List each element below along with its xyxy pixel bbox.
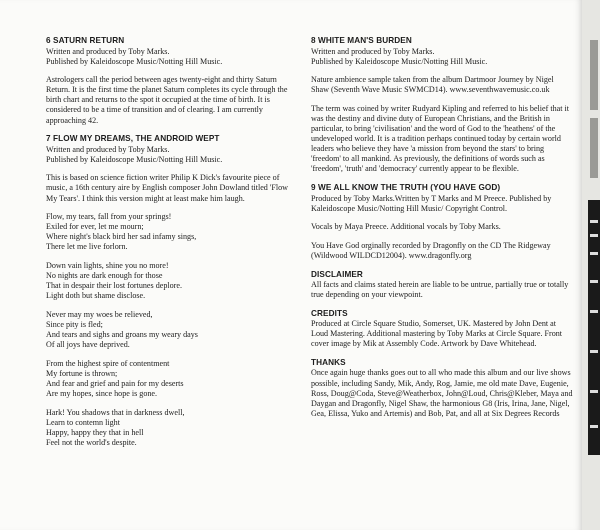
credits-section [311,309,573,350]
track-8-notes: The term was coined by writer Rudyard Kipling and referred to his belief that it was the destiny and divine duty of European Christians, and the British in particular, to bring 'civilisation' and the word of God to the 'heathens' of the undeveloped world. It is a tradition perhaps continued today by certain world leaders who believe they have 'a mission from beyond the stars' to bring 'freedom' to all mankind. As previously, the definitions of words such as 'freedom', 'truth' and 'democracy' currently appear to be flexible. [311,103,570,174]
disclaimer-section [311,270,573,301]
track-7-notes: This is based on science fiction writer Philip K Dick's favourite piece of music, a 16th century aire by English composer John Dowland titled 'Flow My Tears'. I think this version might at least make him laugh. [46,173,288,203]
credits-text: Produced at Circle Square Studio, Somerset, UK. Mastered by John Dent at Loud Mastering. Additional mastering by Toby Marks at Circle Square. Front cover image by Mik at Assembly Code. Artwork by Dave Whitehead. [311,319,563,349]
lyrics-line: Feel not the world's despite. [46,437,137,447]
track-7-credit-written: Written and produced by Toby Marks. [46,144,170,154]
lyrics-line: Down vain lights, shine you no more! [46,261,169,270]
lyrics-line: Learn to contemn light [46,417,120,427]
lyrics-line: From the highest spire of contentment [46,358,170,368]
track-7-section [46,134,293,448]
lyrics-line: Hark! You shadows that in darkness dwell, [46,407,185,417]
lyrics-line: Since pity is fled; [46,319,103,329]
lyrics-line: There let me live forlorn. [46,242,128,252]
thanks-title: THANKS [311,357,346,367]
lyrics-line: Flow, my tears, fall from your springs! [46,212,172,222]
lyrics-line: Exiled for ever, let me mourn; [46,222,144,232]
right-column [311,36,573,427]
edge-spine-strip [588,200,600,455]
lyrics-verses [46,212,293,448]
lyrics-line: Never may my woes be relieved, [46,309,153,319]
lyrics-verse [46,359,293,399]
credits-title: CREDITS [311,308,348,318]
lyrics-line: Are my hopes, since hope is gone. [46,389,158,399]
lyrics-line: No nights are dark enough for those [46,271,163,281]
track-9-title: 9 WE ALL KNOW THE TRUTH (YOU HAVE GOD) [311,183,501,193]
track-8-title: 8 WHITE MAN'S BURDEN [311,36,412,45]
track-9-original: You Have God orginally recorded by Dragonfly on the CD The Ridgeway (Wildwood WILDCD12004). www.dragonfly.org [311,240,551,260]
track-8-credit-written: Written and produced by Toby Marks. [311,46,435,56]
disclaimer-title: DISCLAIMER [311,269,363,279]
edge-print-mark-top [590,40,598,110]
track-9-section [311,183,573,261]
lyrics-line: Happy, happy they that in hell [46,427,144,437]
left-column [46,36,293,457]
track-6-title: 6 SATURN RETURN [46,36,125,45]
track-8-credit-published: Published by Kaleidoscope Music/Notting Hill Music. [311,56,488,66]
lyrics-line: My fortune is thrown; [46,368,118,378]
track-6-credit-published: Published by Kaleidoscope Music/Notting Hill Music. [46,56,223,66]
lyrics-line: Light doth but shame disclose. [46,291,146,301]
lyrics-line: Of all joys have deprived. [46,340,130,350]
edge-print-mark-mid [590,118,598,178]
track-9-credit: Produced by Toby Marks.Written by T Marks and M Preece. Published by Kaleidoscope Music/Notting Hill Music/ Copyright Control. [311,193,552,213]
disclaimer-text: All facts and claims stated herein are liable to be untrue, partially true or totally true depending on your viewpoint. [311,280,569,300]
track-7-title: 7 FLOW MY DREAMS, THE ANDROID WEPT [46,134,220,144]
track-9-vocals: Vocals by Maya Preece. Additional vocals by Toby Marks. [311,222,501,232]
lyrics-verse [46,310,293,350]
track-8-section [311,36,573,175]
track-8-sample-note: Nature ambience sample taken from the album Dartmoor Journey by Nigel Shaw (Seventh Wave Music SWMCD14). www.seventhwavemusic.co.uk [311,75,554,95]
lyrics-verse [46,408,293,448]
lyrics-line: And fear and grief and pain for my deserts [46,378,184,388]
track-6-credit-written: Written and produced by Toby Marks. [46,46,170,56]
track-6-section [46,36,293,126]
thanks-section [311,358,573,419]
thanks-text: Once again huge thanks goes out to all who made this album and our live shows possible, including Sandy, Mik, Andy, Rog, Jamie, me old mate Dave, Eugenie, Ross, Doug@Coda, Steve@Weatherbox, John@Loud, Chris@Kleber, Maya and Daygan and Dragonfly, Nigel Shaw, the harmonious G8 (Iris, Irina, Jane, Nigel, Gea, Elissa, Yuko and Artemis) and Bob, Pat, and all at Six Degrees Records [311,368,573,418]
track-7-credit-published: Published by Kaleidoscope Music/Notting Hill Music. [46,154,223,164]
lyrics-line: And tears and sighs and groans my weary days [46,330,198,340]
track-6-notes: Astrologers call the period between ages twenty-eight and thirty Saturn Return. It is the first time the planet Saturn completes its cycle through the birth chart and returns to the spot it occupied at the time of birth. It is considered to be a time of transition and of clearing. I am currently approaching 42. [46,75,288,125]
lyrics-verse [46,212,293,252]
lyrics-line: Where night's black bird her sad infamy sings, [46,232,197,242]
lyrics-line: That in despair their lost fortunes deplore. [46,281,182,291]
lyrics-verse [46,261,293,301]
